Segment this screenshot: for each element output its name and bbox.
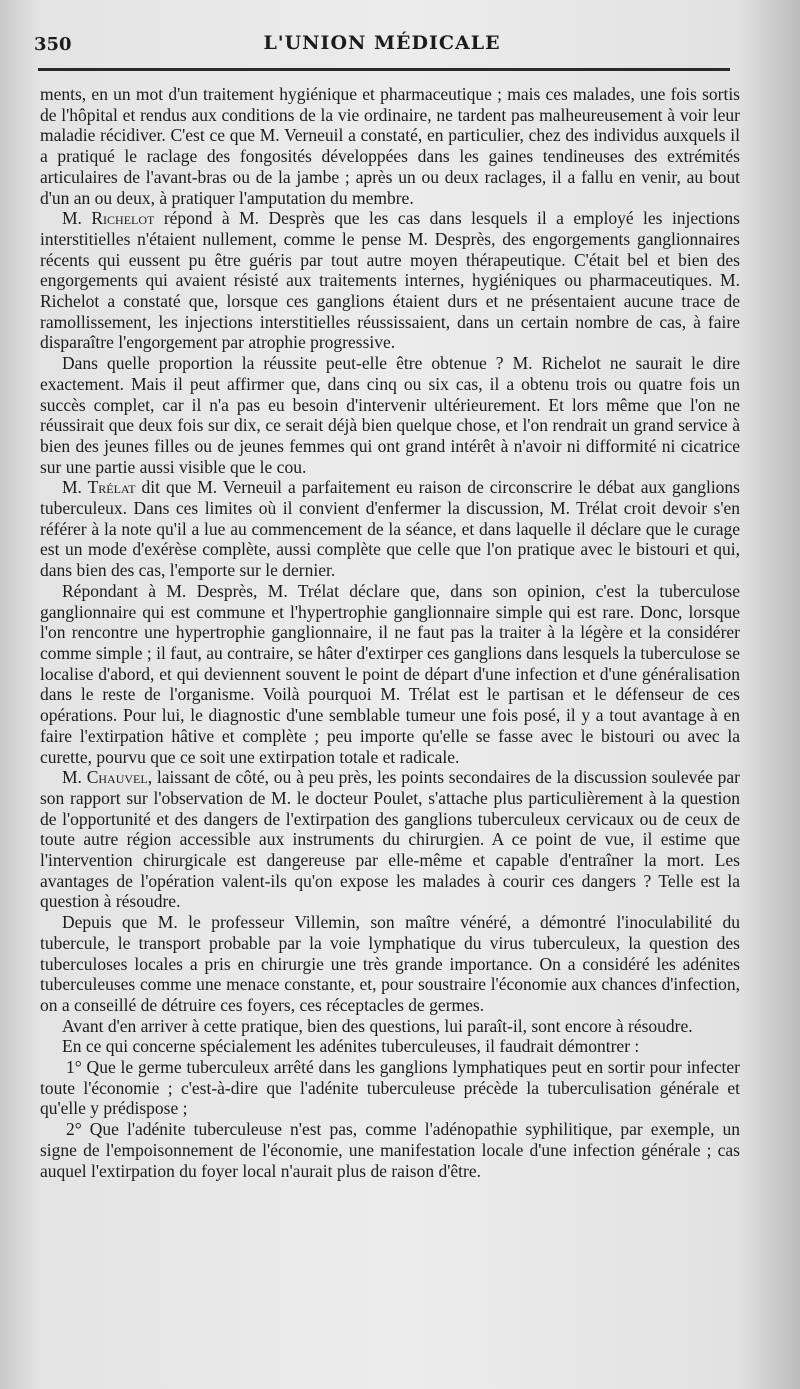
list-item: 2° Que l'adénite tuberculeuse n'est pas, comme l'adénopathie syphilitique, par exemple, un signe de l'empoisonnement de l'économie, une manifestation locale d'une infection générale ; cas auquel l'extirpation du foyer local n'aurait plus de raison d'être. (40, 1119, 740, 1181)
paragraph: M. Chauvel, laissant de côté, ou à peu près, les points secondaires de la discussion soulevée par son rapport sur l'observation de M. le docteur Poulet, s'attache plus particulièrement à la question de l'opportunité et des dangers de l'extirpation des ganglions tuberculeux cervicaux ou de ceux de toute autre région accessible aux instruments du chirurgien. A ce point de vue, il estime que l'intervention chirurgicale est dangereuse par elle-même et capable d'entraîner la mort. Les avantages de l'opération valent-ils qu'on expose les malades à courir ces dangers ? Telle est la question à résoudre. (40, 767, 741, 912)
speaker-name: M. Chauvel (62, 767, 148, 788)
paragraph: ments, en un mot d'un traitement hygiénique et pharmaceutique ; mais ces malades, une fois sortis de l'hôpital et rendus aux conditions de la vie ordinaire, ne tardent pas malheureusement à voir leur maladie récidiver. C'est ce que M. Verneuil a constaté, en particulier, chez des individus auxquels il a pratiqué le raclage des fongosités développées dans les gaines tendineuses des extrémités articulaires de l'avant-bras ou de la jambe ; après un ou deux raclages, il a fallu en venir, au bout d'un an ou deux, à pratiquer l'amputation du membre. (40, 84, 740, 208)
page-header (34, 28, 730, 58)
header-rule (38, 68, 730, 71)
body-text (40, 84, 740, 1181)
paragraph: Depuis que M. le professeur Villemin, son maître vénéré, a démontré l'inoculabilité du tubercule, le transport probable par la voie lymphatique du virus tuberculeux, la question des tuberculoses locales a pris en chirurgie une très grande importance. On a considéré les adénites tuberculeuses comme une menace constante, et, pour soustraire l'économie aux chances d'infection, on a conseillé de détruire ces foyers, ces réceptacles de germes. (40, 912, 740, 1015)
paragraph: Dans quelle proportion la réussite peut-elle être obtenue ? M. Richelot ne saurait le dire exactement. Mais il peut affirmer que, dans cinq ou six cas, il a obtenu trois ou quatre fois un succès complet, car il n'a pas eu besoin d'intervenir ultérieurement. Et lors même que l'on ne réussirait que deux fois sur dix, ce serait déjà bien quelque chose, et l'on rendrait un grand service à bien des jeunes filles ou de jeunes femmes qui ont grand intérêt à n'avoir ni difformité ni cicatrice sur une partie aussi visible que le cou. (40, 353, 740, 477)
paragraph: M. Trélat dit que M. Verneuil a parfaitement eu raison de circonscrire le débat aux ganglions tuberculeux. Dans ces limites où il convient d'enfermer la discussion, M. Trélat croit devoir s'en référer à la note qu'il a lue au commencement de la séance, et dans laquelle il déclare que le curage est un mode d'exérèse complète, aussi complète que celle que l'on pratique avec le bistouri et qui, dans bien des cas, l'emporte sur le dernier. (40, 477, 740, 581)
running-title: L'UNION MÉDICALE (263, 32, 501, 54)
paragraph: M. Richelot répond à M. Desprès que les cas dans lesquels il a employé les injections interstitielles n'étaient nullement, comme le pense M. Desprès, des engorgements ganglionnaires récents qui eussent pu être guéris par tout autre moyen thérapeutique. C'était bel et bien des engorgements qui avaient résisté aux traitements internes, hygiéniques ou pharmaceutiques. M. Richelot a constaté que, lorsque ces ganglions étaient durs et ne présentaient aucune trace de ramollissement, les injections interstitielles réussissaient, dans un certain nombre de cas, à faire disparaître l'engorgement par atrophie progressive. (40, 208, 740, 353)
list-item: 1° Que le germe tuberculeux arrêté dans les ganglions lymphatiques peut en sortir pour infecter toute l'économie ; c'est-à-dire que l'adénite tuberculeuse précède la tuberculisation générale et qu'elle y prédispose ; (40, 1057, 740, 1119)
speaker-name: M. Trélat (62, 477, 136, 498)
page-number: 350 (34, 34, 72, 55)
paragraph: Répondant à M. Desprès, M. Trélat déclare que, dans son opinion, c'est la tuberculose ganglionnaire qui est commune et l'hypertrophie ganglionnaire simple qui est rare. Donc, lorsque l'on rencontre une hypertrophie ganglionnaire, il ne faut pas la traiter à la légère et la considérer comme simple ; il faut, au contraire, se hâter d'extirper ces ganglions dans lesquels la tuberculose se localise d'abord, et qui deviennent souvent le point de départ d'une infection et d'une généralisation dans le reste de l'organisme. Voilà pourquoi M. Trélat est le partisan et le défenseur de ces opérations. Pour lui, le diagnostic d'une semblable tumeur une fois posé, il y a tout avantage à en faire l'extirpation hâtive et complète ; peu importe qu'elle se fasse avec le bistouri ou avec la curette, pourvu que ce soit une extirpation totale et radicale. (40, 580, 741, 767)
paragraph: Avant d'en arriver à cette pratique, bien des questions, lui paraît-il, sont encore à résoudre. (62, 1015, 693, 1036)
speaker-name: M. Richelot (62, 208, 155, 229)
paragraph: En ce qui concerne spécialement les adénites tuberculeuses, il faudrait démontrer : (62, 1036, 640, 1057)
